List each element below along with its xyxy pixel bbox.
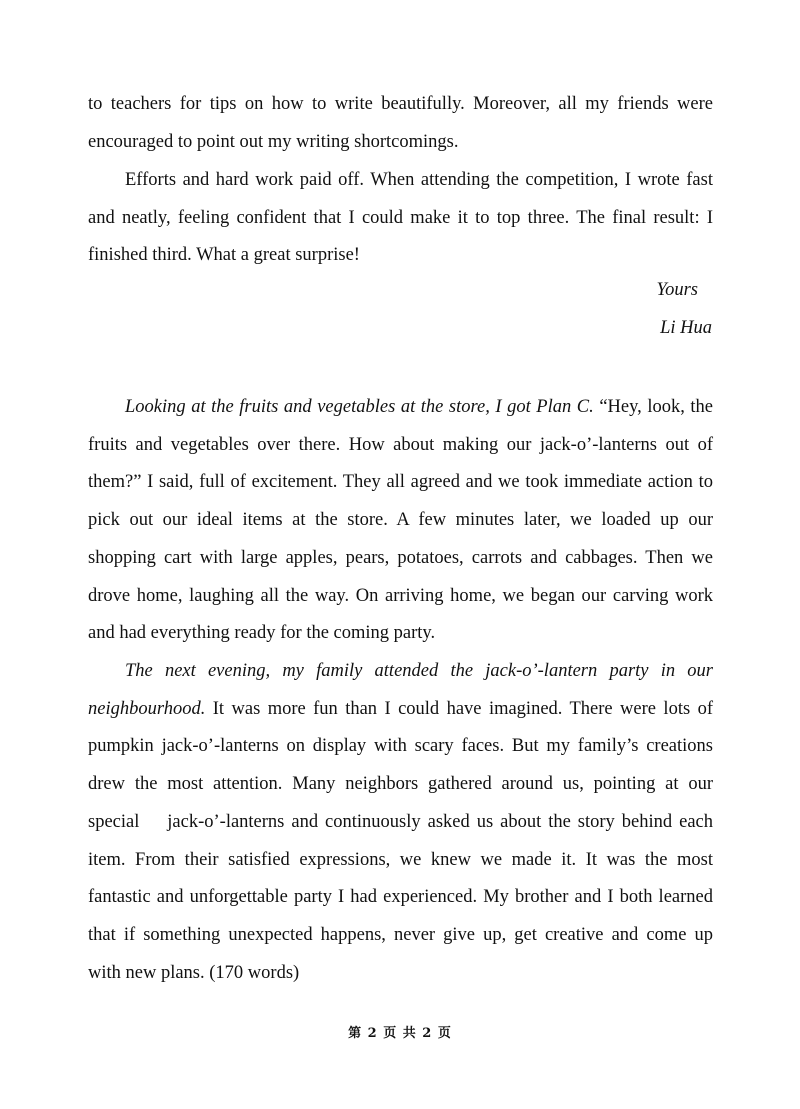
text-line: fruits and vegetables over there. How about making our jack-o’-lanterns out of	[88, 434, 713, 455]
text-line: pick out our ideal items at the store. A few minutes later, we loaded up our	[88, 510, 713, 531]
text-line: that if something unexpected happens, never give up, get creative and come up	[88, 924, 713, 945]
text-line-rest: It was more fun than I could have imagined. There were lots of	[205, 698, 713, 719]
text-line: shopping cart with large apples, pears, potatoes, carrots and cabbages. Then we	[88, 547, 713, 568]
text-line: to teachers for tips on how to write beautifully. Moreover, all my friends were	[88, 94, 713, 114]
text-line: with new plans. (170 words)	[88, 962, 300, 983]
text-line: fantastic and unforgettable party I had experienced. My brother and I both learned	[88, 887, 713, 908]
page-footer: 第 2 页 共 2 页	[348, 1026, 452, 1041]
text-line: encouraged to point out my writing shortcomings.	[88, 131, 459, 152]
text-line: item. From their satisfied expressions, we knew we made it. It was the most	[88, 849, 713, 870]
text-line: Efforts and hard work paid off. When attending the competition, I wrote fast	[125, 170, 713, 190]
closing-yours: Yours	[656, 280, 698, 300]
text-line: drew the most attention. Many neighbors gathered around us, pointing at our	[88, 774, 713, 795]
text-line: and had everything ready for the coming party.	[88, 623, 436, 644]
paragraph-efforts	[88, 162, 713, 275]
italic-lead: neighbourhood.	[88, 698, 206, 719]
text-line	[88, 691, 713, 729]
text-line: special jack-o’-lanterns and continuously asked us about the story behind each	[88, 811, 713, 832]
text-line-rest: “Hey, look, the	[593, 397, 713, 417]
italic-lead: Looking at the fruits and vegetables at the store, I got Plan C.	[125, 397, 594, 417]
text-line: them?” I said, full of excitement. They all agreed and we took immediate action to	[88, 472, 713, 493]
paragraph-next-evening	[88, 653, 713, 992]
text-line	[88, 653, 713, 691]
closing-name: Li Hua	[660, 318, 712, 338]
text-line	[88, 389, 713, 427]
text-line: finished third. What a great surprise!	[88, 245, 360, 266]
paragraph-continued	[88, 86, 713, 161]
italic-line: The next evening, my family attended the jack-o’-lantern party in our	[125, 661, 713, 681]
paragraph-plan-c	[88, 389, 713, 653]
text-line: drove home, laughing all the way. On arriving home, we began our carving work	[88, 585, 713, 606]
text-line: pumpkin jack-o’-lanterns on display with scary faces. But my family’s creations	[88, 736, 713, 757]
text-line: and neatly, feeling confident that I could make it to top three. The final result: I	[88, 207, 713, 228]
